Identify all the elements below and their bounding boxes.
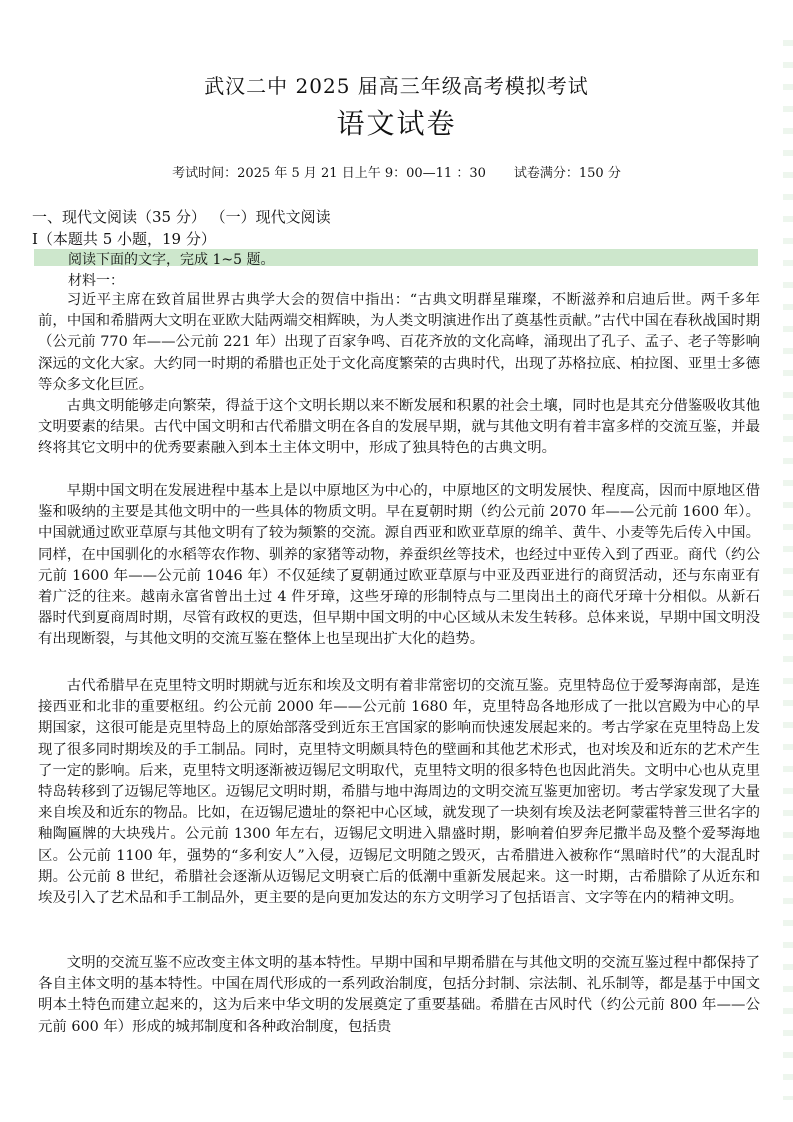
exam-time: 考试时间：2025 年 5 月 21 日上午 9：00—11 ：30	[172, 166, 486, 181]
instruction-text: 阅读下面的文字，完成 1~5 题。	[68, 252, 275, 268]
paragraph: 早期中国文明在发展进程中基本上是以中原地区为中心的，中原地区的文明发展快、程度高，因而中原地区借鉴和吸纳的主要是其他文明中的一些具体的物质文明。早在夏朝时期（约公元前 2070 年——公元前 1600 年）。中国就通过欧亚草原与其他文明有了较为频繁的交流。源自西亚和欧亚草原的绵羊、黄牛、小麦等先后传入中国。同样，在中国驯化的水稻等农作物、驯养的家猪等动物，养蚕织丝等技术，也经过中亚传入到了西亚。商代（约公元前 1600 年——公元前 1046 年）不仅延续了夏朝通过欧亚草原与中亚及西亚进行的商贸活动，还与东南亚有着广泛的往来。越南永富省曾出土过 4 件牙璋，这些牙璋的形制特点与二里岗出土的商代牙璋十分相似。从新石器时代到夏商周时期，尽管有政权的更迭，但早期中国文明的中心区域从未发生转移。总体来说，早期中国文明没有出现断裂，与其他文明的交流互鉴在整体上也呈现出扩大化的趋势。	[38, 483, 760, 648]
part-heading: Ⅰ（本题共 5 小题，19 分）	[32, 230, 216, 248]
paragraph: 古典文明能够走向繁荣，得益于这个文明长期以来不断发展和积累的社会土壤，同时也是其充分借鉴吸收其他文明要素的结果。古代中国文明和古代希腊文明在各自的发展早期，就与其他文明有着丰富多样的交流互鉴，并最终将其它文明中的优秀要素融入到本土主体文明中，形成了独具特色的古典文明。	[38, 398, 760, 457]
material-label: 材料一：	[68, 273, 124, 289]
paragraph: 习近平主席在致首届世界古典学大会的贺信中指出：“古典文明群星璀璨，不断滋养和启迪后世。两千多年前，中国和希腊两大文明在亚欧大陆两端交相辉映，为人类文明演进作出了奠基性贡献。”古代中国在春秋战国时期（公元前 770 年——公元前 221 年）出现了百家争鸣、百花齐放的文化高峰，涌现出了孔子、孟子、老子等影响深远的文化大家。大约同一时期的希腊也正处于文化高度繁荣的古典时代，出现了苏格拉底、柏拉图、亚里士多德等众多文化巨匠。	[38, 292, 760, 393]
exam-title: 武汉二中 2025 届高三年级高考模拟考试	[204, 74, 589, 98]
paragraph: 文明的交流互鉴不应改变主体文明的基本特性。早期中国和早期希腊在与其他文明的交流互鉴过程中都保持了各自主体文明的基本特性。中国在周代形成的一系列政治制度，包括分封制、宗法制、礼乐制等，都是基于中国文明本土特色而建立起来的，这为后来中华文明的发展奠定了重要基础。希腊在古风时代（约公元前 800 年——公元前 600 年）形成的城邦制度和各种政治制度，包括贵	[38, 955, 760, 1035]
exam-info	[0, 162, 793, 181]
full-score: 试卷满分：150 分	[513, 166, 621, 181]
paragraph: 古代希腊早在克里特文明时期就与近东和埃及文明有着非常密切的交流互鉴。克里特岛位于爱琴海南部，是连接西亚和北非的重要枢纽。约公元前 2000 年——公元前 1680 年，克里特岛各地形成了一批以宫殿为中心的早期国家，这很可能是克里特岛上的原始部落受到近东王宫国家的影响而快速发展起来的。考古学家在克里特岛上发现了很多同时期埃及的手工制品。同时，克里特文明颇具特色的壁画和其他艺术形式，也对埃及和近东的艺术产生了一定的影响。后来，克里特文明逐渐被迈锡尼文明取代，克里特文明的很多特色也因此消失。文明中心也从克里特岛转移到了迈锡尼等地区。迈锡尼文明时期，希腊与地中海周边的文明交流互鉴更加密切。考古学家发现了大量来自埃及和近东的物品。比如，在迈锡尼遗址的祭祀中心区域，就发现了一块刻有埃及法老阿蒙霍特普三世名字的釉陶匾牌的大块残片。公元前 1300 年左右，迈锡尼文明进入鼎盛时期，影响着伯罗奔尼撒半岛及整个爱琴海地区。公元前 1100 年，强势的“多利安人”入侵，迈锡尼文明随之毁灭，古希腊进入被称作“黑暗时代”的大混乱时期。公元前 8 世纪，希腊社会逐渐从迈锡尼文明衰亡后的低潮中重新发展起来。这一时期，古希腊除了从近东和埃及引入了艺术品和手工制品外，更主要的是向更加发达的东方文明学习了包括语言、文字等在内的精神文明。	[38, 678, 760, 907]
page-edge-decoration	[783, 40, 793, 1100]
subject-title: 语文试卷	[336, 107, 457, 140]
section-heading: 一、现代文阅读（35 分） （一）现代文阅读	[32, 208, 331, 226]
